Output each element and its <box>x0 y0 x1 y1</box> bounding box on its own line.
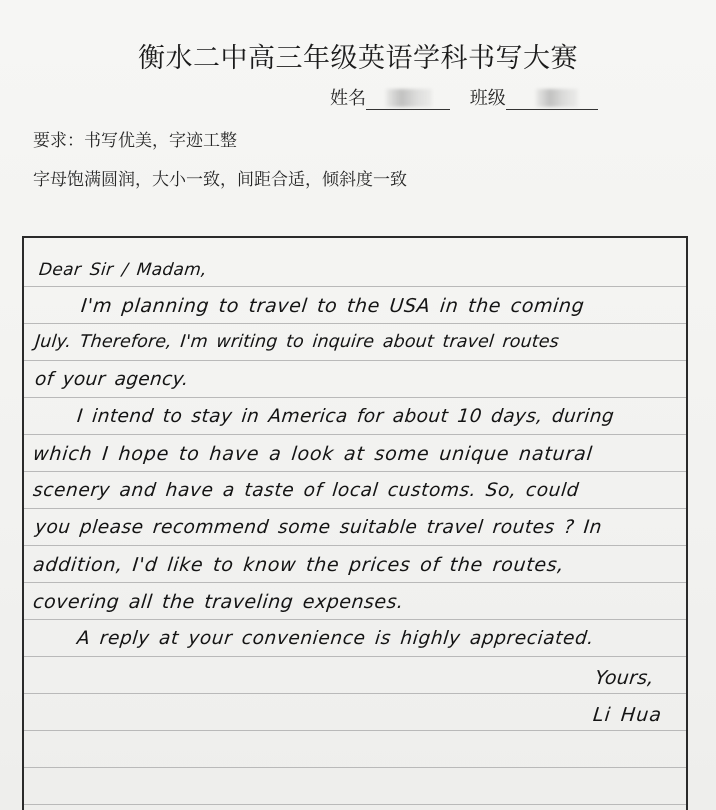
ruled-line <box>24 767 686 768</box>
class-label: 班级 <box>469 88 506 109</box>
letter-line: I intend to stay in America for about 10 days, during <box>76 406 616 427</box>
ruled-line <box>24 508 686 509</box>
letter-line: covering all the traveling expenses. <box>32 591 405 613</box>
requirements-line-1: 要求：书写优美，字迹工整 <box>33 131 237 151</box>
name-label: 姓名 <box>330 88 366 109</box>
ruled-line <box>24 471 686 472</box>
ruled-line <box>24 582 686 583</box>
letter-line: which I hope to have a look at some unique natural <box>32 443 594 465</box>
name-field-redacted <box>366 87 450 110</box>
letter-signature: Li Hua <box>592 704 664 726</box>
ruled-line <box>24 286 686 287</box>
ruled-line <box>24 730 686 731</box>
redaction-blur <box>386 89 432 107</box>
letter-line: addition, I'd like to know the prices of the routes, <box>32 554 566 576</box>
page-title: 衡水二中高三年级英语学科书写大赛 <box>138 43 578 74</box>
letter-line: A reply at your convenience is highly appreciated. <box>76 628 596 649</box>
ruled-line <box>24 434 686 435</box>
ruled-line <box>24 323 686 324</box>
letter-line: I'm planning to travel to the USA in the coming <box>80 295 586 317</box>
letter-line: July. Therefore, I'm writing to inquire about travel routes <box>34 332 560 352</box>
ruled-line <box>24 360 686 361</box>
letter-line: of your agency. <box>34 369 190 390</box>
redaction-blur <box>536 89 578 107</box>
letter-line: you please recommend some suitable travel routes ? In <box>34 517 604 538</box>
ruled-line <box>24 693 686 694</box>
letter-closing: Yours, <box>594 667 656 689</box>
ruled-line <box>24 545 686 546</box>
requirements-line-2: 字母饱满圆润，大小一致，间距合适，倾斜度一致 <box>33 170 407 190</box>
ruled-line <box>24 804 686 805</box>
ruled-line <box>24 619 686 620</box>
student-info-row <box>330 84 598 110</box>
letter-line: scenery and have a taste of local customs. So, could <box>32 480 581 501</box>
ruled-line <box>24 397 686 398</box>
class-field-redacted <box>506 87 598 110</box>
letter-salutation: Dear Sir / Madam, <box>38 260 208 280</box>
ruled-line <box>24 656 686 657</box>
